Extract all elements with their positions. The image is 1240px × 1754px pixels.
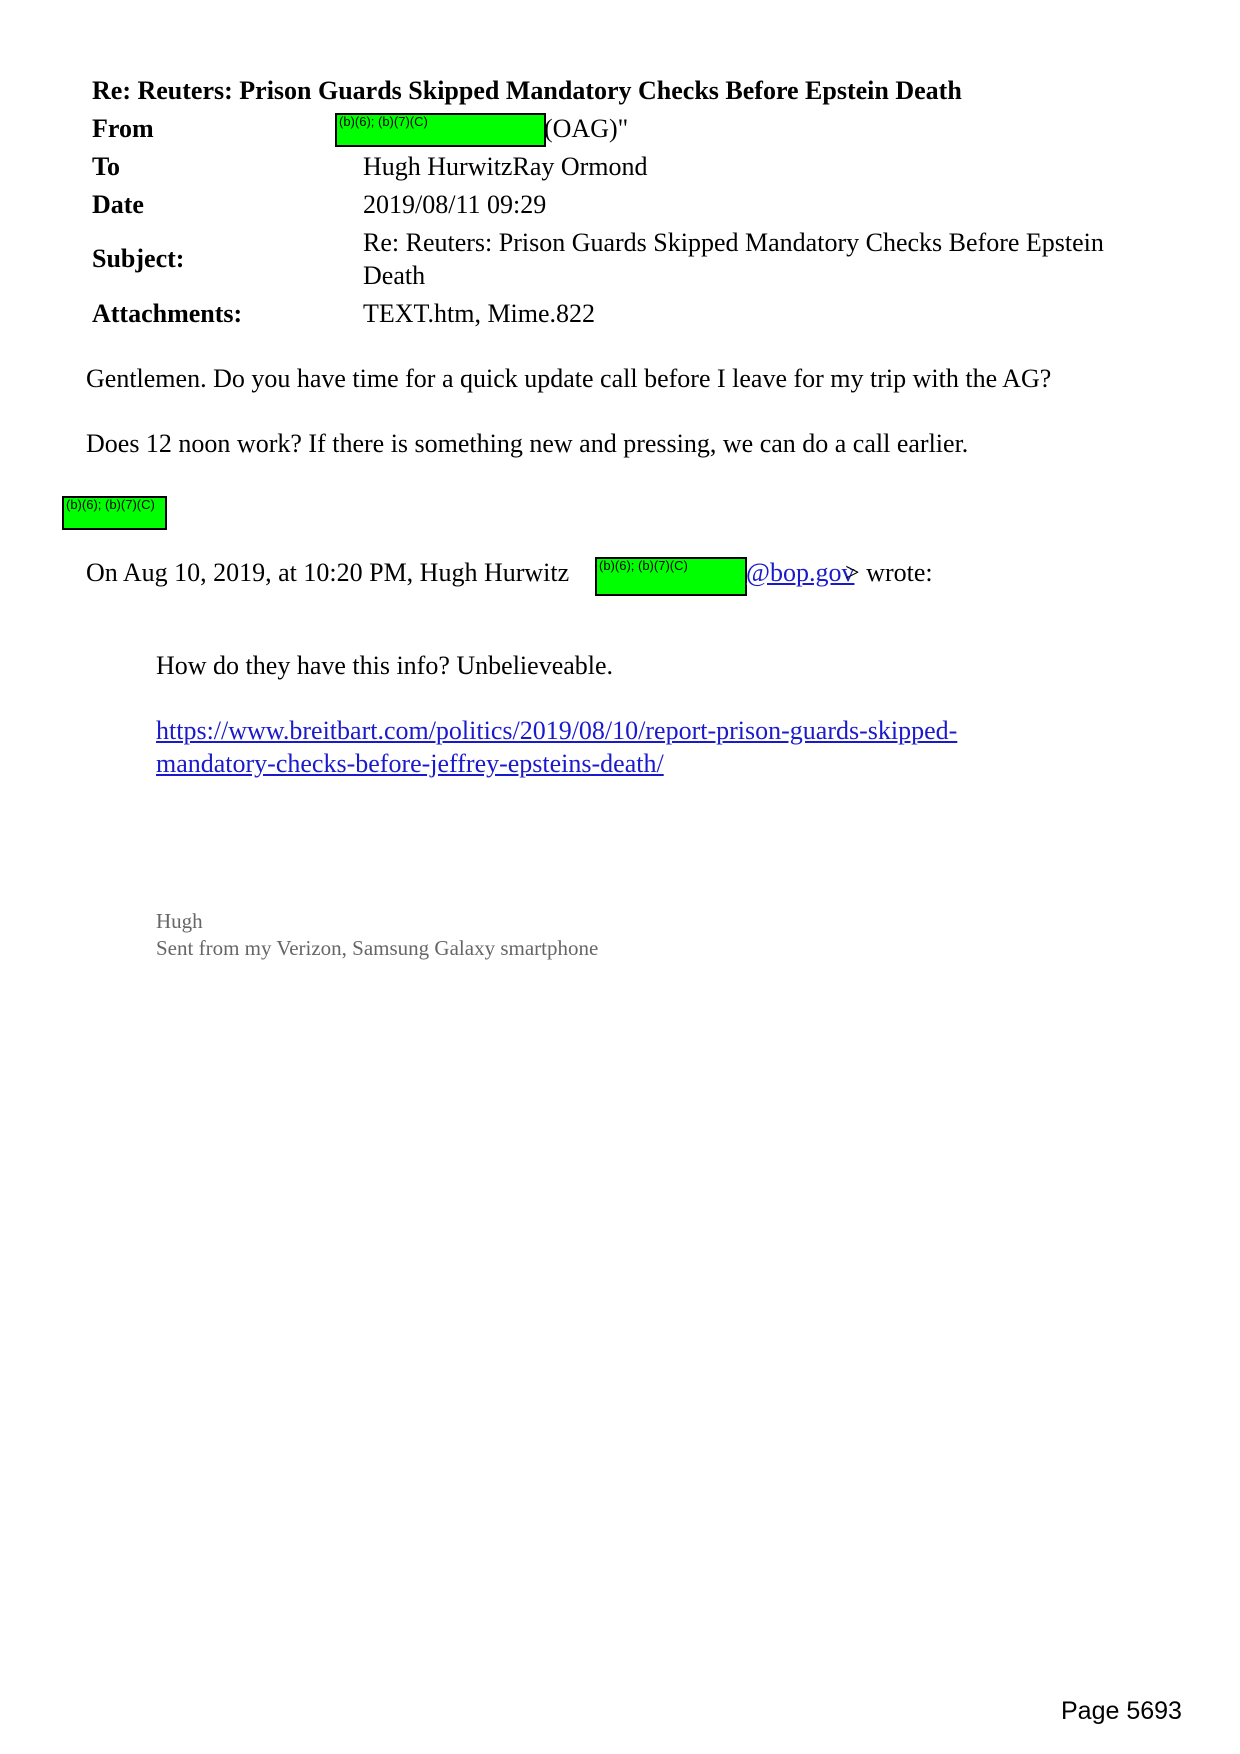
from-label: From	[92, 114, 154, 143]
attachments-label: Attachments:	[92, 299, 243, 328]
sender-email-link[interactable]: @bop.gov	[746, 558, 855, 587]
from-value: (OAG)"	[544, 114, 629, 143]
date-value: 2019/08/11 09:29	[363, 190, 547, 219]
subject-value-line1: Re: Reuters: Prison Guards Skipped Mandatory Checks Before Epstein	[363, 228, 1104, 257]
signature-device: Sent from my Verizon, Samsung Galaxy smartphone	[156, 936, 599, 960]
body-paragraph-2: Does 12 noon work? If there is something new and pressing, we can do a call earlier.	[86, 429, 969, 458]
body-paragraph-1: Gentlemen. Do you have time for a quick update call before I leave for my trip with the AG?	[86, 364, 1052, 393]
article-link-line2[interactable]: mandatory-checks-before-jeffrey-epsteins-death/	[156, 749, 664, 778]
signature-redaction: (b)(6); (b)(7)(C)	[62, 496, 167, 530]
signature-name: Hugh	[156, 909, 203, 933]
to-label: To	[92, 152, 120, 181]
date-label: Date	[92, 190, 144, 219]
quoted-text: How do they have this info? Unbelieveable.	[156, 651, 614, 680]
quote-intro-prefix: On Aug 10, 2019, at 10:20 PM, Hugh Hurwitz	[86, 558, 570, 587]
article-link-line1[interactable]: https://www.breitbart.com/politics/2019/08/10/report-prison-guards-skipped-	[156, 716, 958, 745]
email-title: Re: Reuters: Prison Guards Skipped Mandatory Checks Before Epstein Death	[92, 76, 962, 105]
attachments-value: TEXT.htm, Mime.822	[363, 299, 596, 328]
to-value: Hugh HurwitzRay Ormond	[363, 152, 648, 181]
quote-intro-redaction: (b)(6); (b)(7)(C)	[595, 557, 747, 596]
quote-intro-suffix: > wrote:	[845, 558, 933, 587]
subject-label: Subject:	[92, 244, 185, 273]
subject-value-line2: Death	[363, 261, 426, 290]
page-number: Page 5693	[1061, 1697, 1182, 1725]
from-redaction: (b)(6); (b)(7)(C)	[335, 113, 546, 147]
